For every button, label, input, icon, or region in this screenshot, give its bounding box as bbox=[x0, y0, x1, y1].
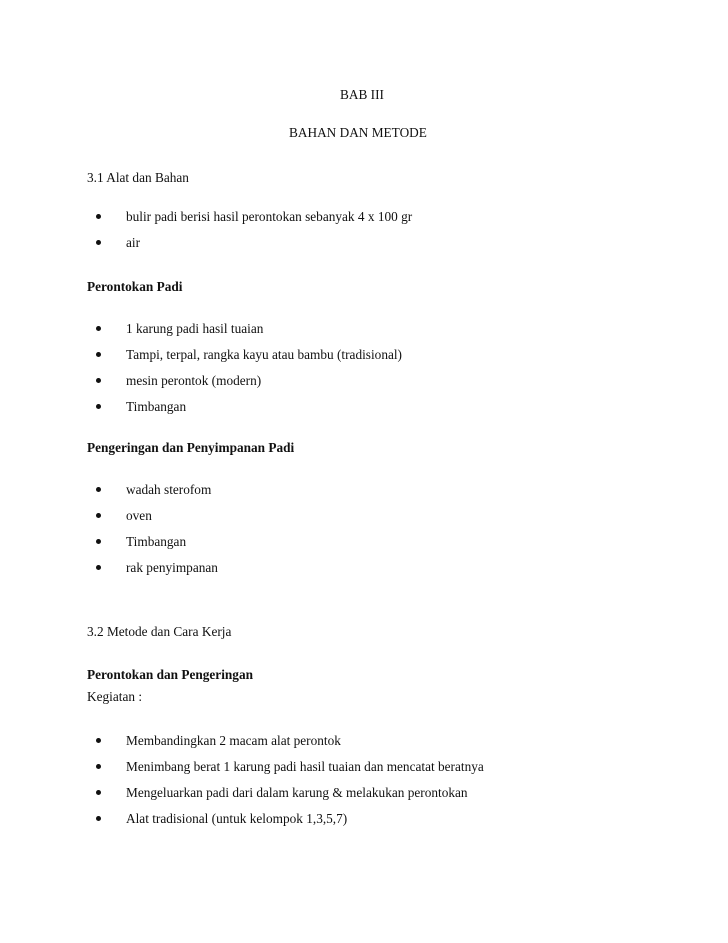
section-3-2-title: 3.2 Metode dan Cara Kerja bbox=[87, 624, 232, 639]
list-item-text: Timbangan bbox=[126, 399, 187, 414]
list-item-text: wadah sterofom bbox=[126, 482, 212, 497]
list-item-text: oven bbox=[126, 508, 152, 523]
bullet-icon bbox=[96, 513, 101, 518]
bullet-icon bbox=[96, 539, 101, 544]
list-item-text: Alat tradisional (untuk kelompok 1,3,5,7) bbox=[126, 811, 348, 826]
list-item-text: air bbox=[126, 235, 141, 250]
section-3-1-title: 3.1 Alat dan Bahan bbox=[87, 170, 189, 185]
list-item-text: Tampi, terpal, rangka kayu atau bambu (tradisional) bbox=[126, 347, 402, 362]
perontokan-pengeringan-heading: Perontokan dan Pengeringan bbox=[87, 667, 253, 682]
perontokan-padi-heading: Perontokan Padi bbox=[87, 279, 183, 294]
chapter-title: BAHAN DAN METODE bbox=[289, 125, 427, 140]
bullet-icon bbox=[96, 378, 101, 383]
list-item-text: Membandingkan 2 macam alat perontok bbox=[126, 733, 341, 748]
bullet-icon bbox=[96, 352, 101, 357]
bullet-icon bbox=[96, 214, 101, 219]
kegiatan-label: Kegiatan : bbox=[87, 689, 143, 704]
list-item-text: rak penyimpanan bbox=[126, 560, 218, 575]
bullet-icon bbox=[96, 565, 101, 570]
bullet-icon bbox=[96, 404, 101, 409]
bullet-icon bbox=[96, 790, 101, 795]
list-item-text: Timbangan bbox=[126, 534, 187, 549]
list-item-text: 1 karung padi hasil tuaian bbox=[126, 321, 264, 336]
bullet-icon bbox=[96, 816, 101, 821]
list-item-text: mesin perontok (modern) bbox=[126, 373, 262, 388]
bullet-icon bbox=[96, 240, 101, 245]
list-item-text: Mengeluarkan padi dari dalam karung & melakukan perontokan bbox=[126, 785, 468, 800]
list-item-text: Menimbang berat 1 karung padi hasil tuaian dan mencatat beratnya bbox=[126, 759, 484, 774]
bullet-icon bbox=[96, 487, 101, 492]
bullet-icon bbox=[96, 326, 101, 331]
chapter-heading: BAB III bbox=[340, 87, 384, 102]
pengeringan-heading: Pengeringan dan Penyimpanan Padi bbox=[87, 440, 295, 455]
bullet-icon bbox=[96, 764, 101, 769]
list-item-text: bulir padi berisi hasil perontokan sebanyak 4 x 100 gr bbox=[126, 209, 413, 224]
bullet-icon bbox=[96, 738, 101, 743]
